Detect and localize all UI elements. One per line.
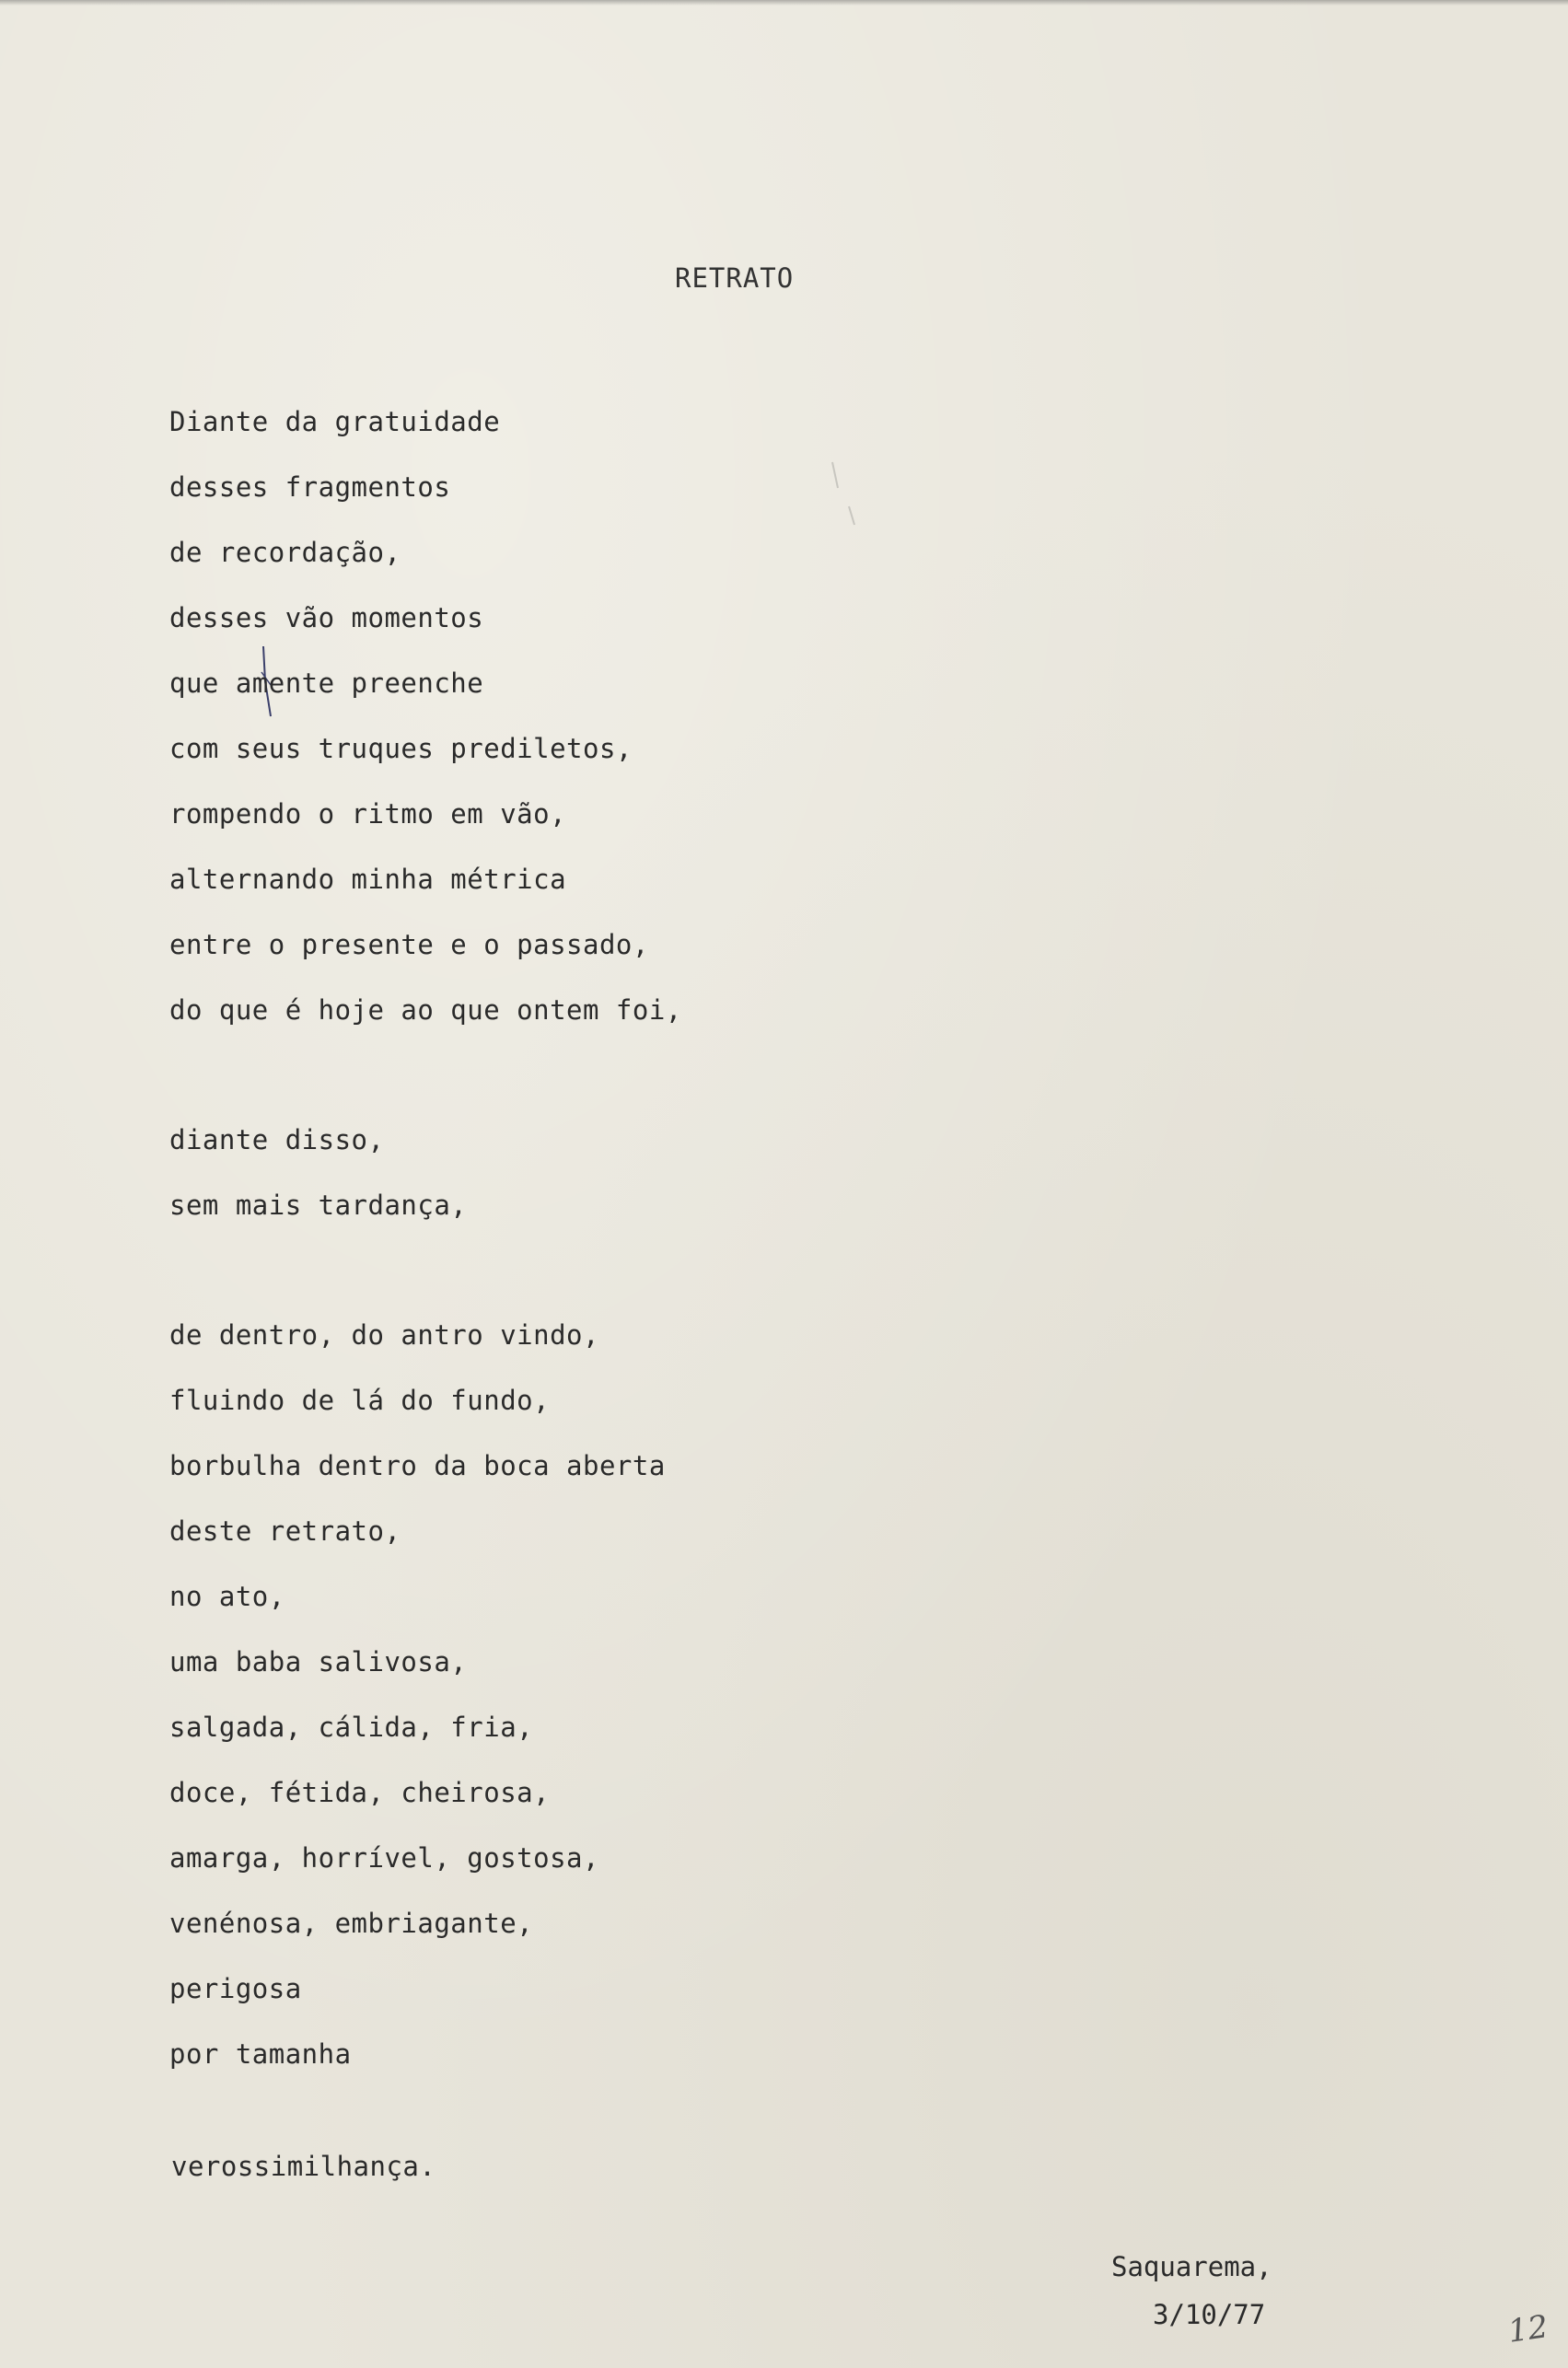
poem-line: deste retrato, [169,1515,401,1547]
poem-line: Diante da gratuidade [169,406,501,437]
poem-line: com seus truques prediletos, [169,733,633,764]
signature-place: Saquarema, [1111,2251,1272,2282]
poem-line: doce, fétida, cheirosa, [169,1777,551,1808]
poem-line: sem mais tardança, [169,1190,468,1221]
stanza-break [169,1043,1182,1108]
poem-line: alternando minha métrica [169,864,567,895]
poem-line: amarga, horrível, gostosa, [169,1842,599,1874]
poem-line: do que é hoje ao que ontem foi, [169,994,682,1026]
poem-line: rompendo o ritmo em vão, [169,798,567,830]
poem-body [169,389,1182,2087]
stanza-3 [169,1303,1182,2087]
poem-line: por tamanha [169,2038,352,2070]
poem-line: desses fragmentos [169,471,451,503]
poem-line: diante disso, [169,1124,385,1155]
handwritten-page-number: 12 [1505,2308,1551,2351]
paper-top-edge [0,0,1568,6]
poem-line: salgada, cálida, fria, [169,1712,534,1743]
poem-final-line: verossimilhança. [171,2151,436,2182]
poem-line: de recordação, [169,537,401,568]
stanza-break [169,1238,1182,1303]
poem-line: de dentro, do antro vindo, [169,1319,599,1351]
poem-line: fluindo de lá do fundo, [169,1385,551,1416]
poem-line: no ato, [169,1581,285,1612]
poem-line: uma baba salivosa, [169,1646,468,1677]
poem-line: perigosa [169,1973,302,2004]
poem-line: entre o presente e o passado, [169,929,649,960]
poem-line: venénosa, embriagante, [169,1908,534,1939]
signature-date: 3/10/77 [1153,2299,1266,2330]
poem-line: desses vão momentos [169,602,484,633]
poem-title: RETRATO [675,262,795,294]
stanza-2 [169,1108,1182,1238]
poem-line: que amente preenche [169,667,484,699]
poem-line: borbulha dentro da boca aberta [169,1450,666,1481]
stanza-1 [169,389,1182,1043]
